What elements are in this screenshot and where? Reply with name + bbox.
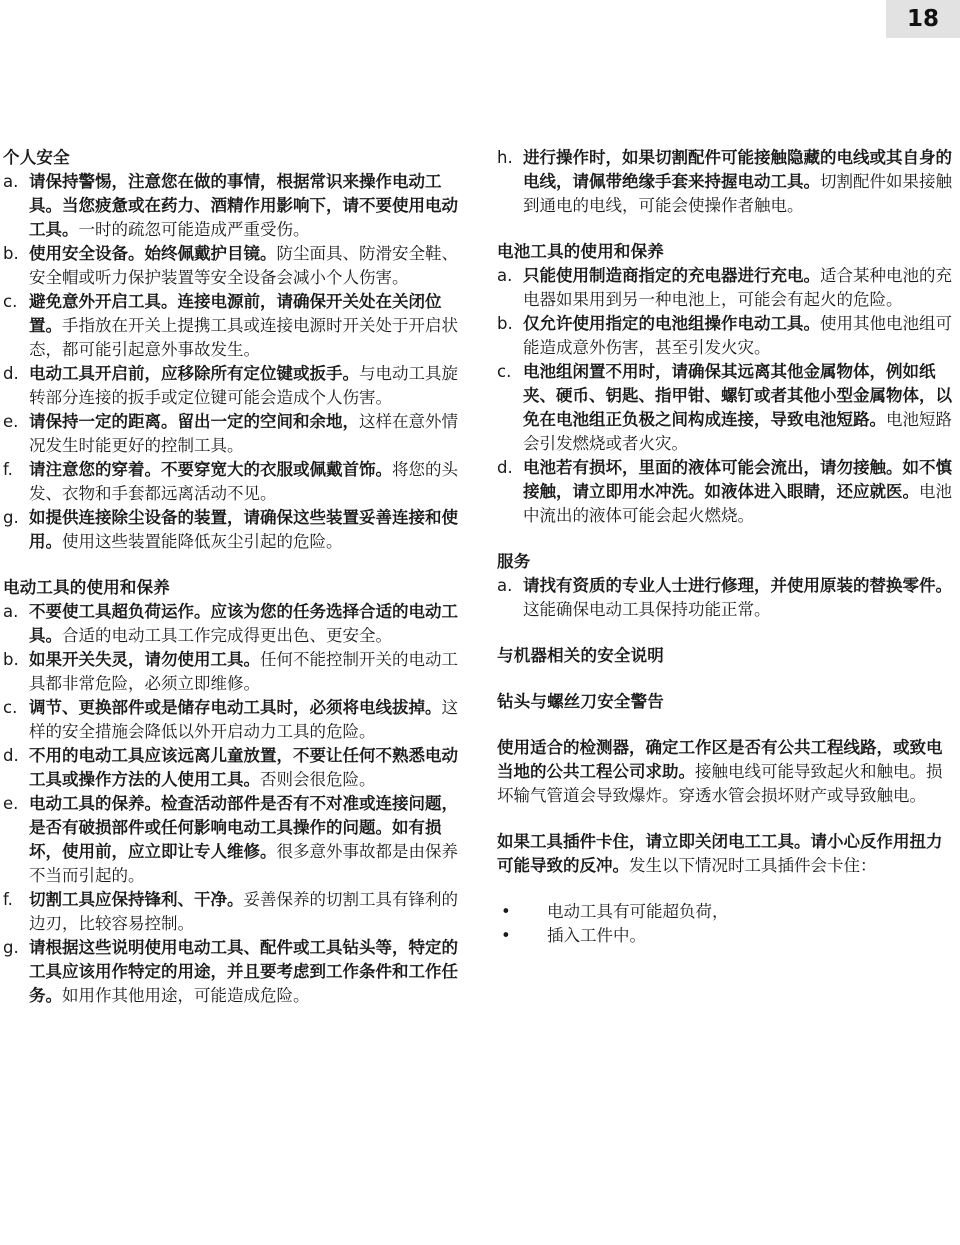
list-item — [3, 362, 465, 410]
list-item — [3, 410, 465, 458]
item-marker: c. — [497, 362, 512, 381]
item-marker: d. — [3, 746, 19, 765]
item-text: 一时的疏忽可能造成严重受伤。 — [78, 220, 310, 239]
item-text: 防尘面具、防滑安全鞋、安全帽或听力保护装置等安全设备会减小个人伤害。 — [29, 244, 458, 287]
item-marker: c. — [3, 292, 18, 311]
list-item — [497, 574, 957, 622]
item-text: 这样的安全措施会降低以外开启动力工具的危险。 — [29, 698, 458, 741]
item-bold-text: 如果开关失灵，请勿使用工具。 — [29, 650, 260, 669]
list-item — [3, 290, 465, 362]
item-bold-text: 如提供连接除尘设备的装置，请确保这些装置妥善连接和使用。 — [29, 508, 458, 551]
item-marker: d. — [3, 364, 19, 383]
item-bold-text: 电动工具开启前，应移除所有定位键或扳手。 — [29, 364, 359, 383]
list-item — [3, 936, 465, 1008]
item-bold-text: 请根据这些说明使用电动工具、配件或工具钻头等，特定的工具应该用作特定的用途，并且要考虑到工作条件和工作任务。 — [29, 938, 458, 1005]
item-bold-text: 避免意外开启工具。连接电源前，请确保开关处在关闭位置。 — [29, 292, 442, 335]
item-marker: a. — [497, 266, 513, 285]
list-item — [497, 360, 957, 456]
item-text: 适合某种电池的充电器如果用到另一种电池上，可能会有起火的危险。 — [523, 266, 952, 309]
bullet-list — [497, 900, 957, 948]
list-item — [497, 312, 957, 360]
list-item — [3, 506, 465, 554]
list-item — [3, 744, 465, 792]
paragraph-bold-text: 如果工具插件卡住，请立即关闭电工工具。请小心反作用扭力可能导致的反冲。 — [497, 832, 943, 875]
item-text: 与电动工具旋转部分连接的扳手或定位键可能会造成个人伤害。 — [29, 364, 458, 407]
power-tool-use-list — [3, 600, 465, 1008]
item-bold-text: 只能使用制造商指定的充电器进行充电。 — [523, 266, 820, 285]
battery-tool-list — [497, 264, 957, 528]
page-number: 18 — [906, 6, 939, 32]
list-item — [3, 600, 465, 648]
bullet-item — [497, 900, 957, 924]
item-text: 如用作其他用途，可能造成危险。 — [62, 986, 310, 1005]
item-marker: d. — [497, 458, 513, 477]
item-bold-text: 切割工具应保持锋利、干净。 — [29, 890, 244, 909]
item-bold-text: 进行操作时，如果切割配件可能接触隐藏的电线或其自身的电线，请佩带绝缘手套来持握电动工具。 — [523, 148, 952, 191]
item-bold-text: 请保持警惕，注意您在做的事情，根据常识来操作电动工具。当您疲惫或在药力、酒精作用影响下，请不要使用电动工具。 — [29, 172, 458, 239]
list-item — [3, 170, 465, 242]
item-bold-text: 请保持一定的距离。留出一定的空间和余地， — [29, 412, 359, 431]
power-tool-use-heading: 电动工具的使用和保养 — [3, 578, 170, 597]
item-bold-text: 不要使工具超负荷运作。应该为您的任务选择合适的电动工具。 — [29, 602, 458, 645]
bullet-item — [497, 924, 957, 948]
bullet-text: 插入工件中。 — [547, 926, 646, 945]
list-item — [3, 888, 465, 936]
item-marker: e. — [3, 412, 19, 431]
item-text: 妥善保养的切割工具有锋利的边刃，比较容易控制。 — [29, 890, 458, 933]
item-text: 合适的电动工具工作完成得更出色、更安全。 — [62, 626, 392, 645]
item-marker: f. — [3, 460, 13, 479]
list-item — [497, 264, 957, 312]
paragraph-text: 发生以下情况时工具插件会卡住： — [629, 856, 877, 875]
item-text: 手指放在开关上提携工具或连接电源时开关处于开启状态，都可能引起意外事故发生。 — [29, 316, 458, 359]
bullet-icon: • — [501, 902, 511, 921]
item-text: 使用这些装置能降低灰尘引起的危险。 — [62, 532, 343, 551]
item-text: 电池短路会引发燃烧或者火灾。 — [523, 410, 952, 453]
item-bold-text: 请注意您的穿着。不要穿宽大的衣服或佩戴首饰。 — [29, 460, 392, 479]
bullet-text: 电动工具有可能超负荷， — [547, 902, 729, 921]
machine-safety-heading: 与机器相关的安全说明 — [497, 646, 664, 665]
item-marker: e. — [3, 794, 19, 813]
item-bold-text: 电池若有损坏，里面的液体可能会流出，请勿接触。如不慎接触，请立即用水冲洗。如液体进入眼睛，还应就医。 — [523, 458, 952, 501]
item-bold-text: 使用安全设备。始终佩戴护目镜。 — [29, 244, 277, 263]
item-text: 很多意外事故都是由保养不当而引起的。 — [29, 842, 458, 885]
personal-safety-heading: 个人安全 — [3, 148, 70, 167]
list-item — [3, 458, 465, 506]
item-text: 任何不能控制开关的电动工具都非常危险，必须立即维修。 — [29, 650, 458, 693]
item-text: 将您的头发、衣物和手套都远离活动不见。 — [29, 460, 458, 503]
drill-safety-heading: 钻头与螺丝刀安全警告 — [497, 692, 664, 711]
list-item — [3, 242, 465, 290]
item-bold-text: 请找有资质的专业人士进行修理，并使用原装的替换零件。 — [523, 576, 952, 595]
paragraph-text: 接触电线可能导致起火和触电。损坏输气管道会导致爆炸。穿透水管会损坏财产或导致触电。 — [497, 762, 943, 805]
item-text: 这样在意外情况发生时能更好的控制工具。 — [29, 412, 458, 455]
right-column — [497, 146, 957, 948]
item-bold-text: 仅允许使用指定的电池组操作电动工具。 — [523, 314, 820, 333]
item-marker: h. — [497, 148, 513, 167]
list-item — [497, 146, 957, 218]
personal-safety-list — [3, 170, 465, 554]
detector-paragraph — [497, 736, 957, 808]
item-marker: a. — [3, 172, 19, 191]
paragraph-bold-text: 使用适合的检测器，确定工作区是否有公共工程线路，或致电当地的公共工程公司求助。 — [497, 738, 943, 781]
item-text: 电池中流出的液体可能会起火燃烧。 — [523, 482, 952, 525]
item-marker: b. — [3, 244, 19, 263]
item-bold-text: 不用的电动工具应该远离儿童放置，不要让任何不熟悉电动工具或操作方法的人使用工具。 — [29, 746, 458, 789]
item-marker: a. — [497, 576, 513, 595]
item-bold-text: 调节、更换部件或是储存电动工具时，必须将电线拔掉。 — [29, 698, 442, 717]
item-text: 使用其他电池组可能造成意外伤害，甚至引发火灾。 — [523, 314, 952, 357]
item-marker: a. — [3, 602, 19, 621]
item-marker: f. — [3, 890, 13, 909]
service-heading: 服务 — [497, 552, 531, 571]
item-marker: b. — [3, 650, 19, 669]
jam-paragraph — [497, 830, 957, 878]
item-bold-text: 电池组闲置不用时，请确保其远离其他金属物体，例如纸夹、硬币、钥匙、指甲钳、螺钉或者其他小型金属物体，以免在电池组正负极之间构成连接，导致电池短路。 — [523, 362, 952, 429]
item-marker: g. — [3, 938, 19, 957]
item-text: 否则会很危险。 — [260, 770, 376, 789]
list-item — [3, 648, 465, 696]
item-marker: c. — [3, 698, 18, 717]
list-item — [3, 792, 465, 888]
page-number-tab — [886, 0, 960, 38]
list-item — [3, 696, 465, 744]
item-bold-text: 电动工具的保养。检查活动部件是否有不对准或连接问题，是否有破损部件或任何影响电动工具操作的问题。如有损坏，使用前，应立即让专人维修。 — [29, 794, 458, 861]
item-marker: b. — [497, 314, 513, 333]
list-item — [497, 456, 957, 528]
item-text: 切割配件如果接触到通电的电线，可能会使操作者触电。 — [523, 172, 952, 215]
battery-tool-heading: 电池工具的使用和保养 — [497, 242, 664, 261]
item-text: 这能确保电动工具保持功能正常。 — [523, 600, 771, 619]
left-column — [3, 146, 465, 1008]
bullet-icon: • — [501, 926, 511, 945]
item-marker: g. — [3, 508, 19, 527]
